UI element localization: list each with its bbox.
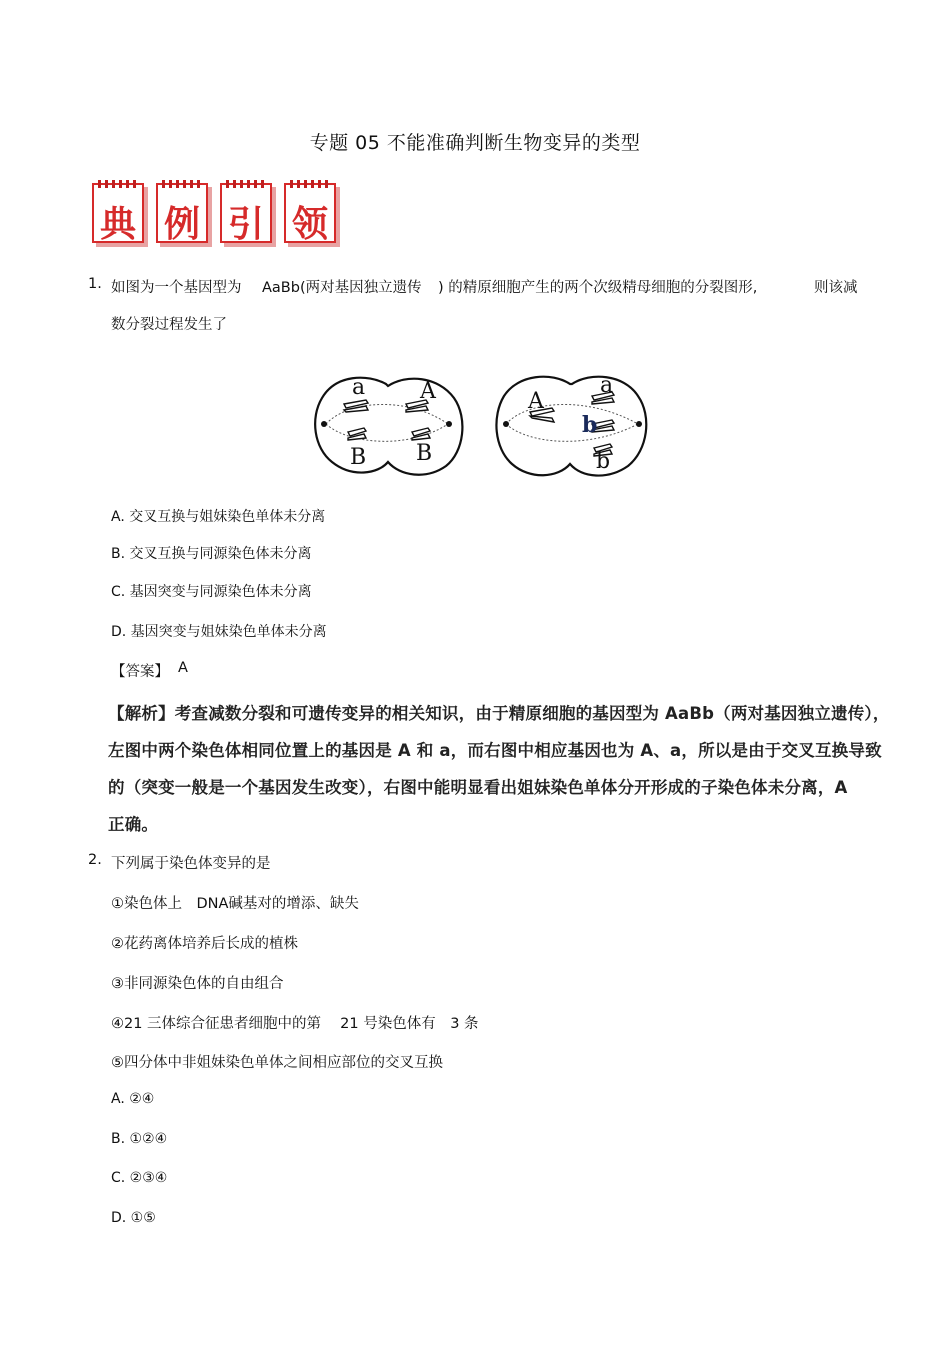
question-1-option-b: B. 交叉互换与同源染色体未分离	[111, 546, 312, 562]
answer-label: 【答案】	[111, 664, 169, 680]
question-2-option-a: A. ②④	[111, 1091, 155, 1107]
banner-char: 引	[227, 203, 264, 245]
section-banner	[92, 183, 342, 249]
analysis-line: 【解析】考查减数分裂和可遗传变异的相关知识，由于精原细胞的基因型为 AaBb（两对基因独立遗传），	[108, 704, 890, 723]
banner-card	[92, 183, 144, 243]
question-2-number: 2.	[88, 852, 102, 868]
question-2-item: ④21 三体综合征患者细胞中的第 21 号染色体有 3 条	[111, 1016, 479, 1032]
analysis-line: 正确。	[108, 815, 159, 834]
question-1-option-c: C. 基因突变与同源染色体未分离	[111, 584, 312, 600]
gene-label: B	[416, 441, 433, 466]
page-title: 专题 05 不能准确判断生物变异的类型	[309, 132, 641, 154]
question-1-text-line2: 数分裂过程发生了	[111, 317, 227, 333]
gene-label: B	[350, 445, 367, 470]
question-2-option-d: D. ①⑤	[111, 1210, 156, 1226]
right-cell-outline	[496, 377, 646, 476]
question-2-item: ②花药离体培养后长成的植株	[111, 936, 298, 952]
question-2-option-c: C. ②③④	[111, 1170, 168, 1186]
banner-char: 例	[163, 203, 200, 245]
question-2-stem: 下列属于染色体变异的是	[111, 856, 271, 872]
question-1-number: 1.	[88, 276, 102, 292]
gene-label: a	[600, 373, 614, 398]
banner-char: 领	[291, 203, 328, 245]
left-cell-outline	[315, 378, 462, 475]
cell-division-figure	[308, 370, 653, 480]
banner-card	[220, 183, 272, 243]
question-1-text-b: AaBb(两对基因独立遗传	[262, 280, 422, 296]
question-2-item: ①染色体上 DNA碱基对的增添、缺失	[111, 896, 359, 912]
question-2-option-b: B. ①②④	[111, 1131, 168, 1147]
question-2-item: ③非同源染色体的自由组合	[111, 976, 284, 992]
gene-label: A	[420, 379, 436, 404]
analysis-line: 左图中两个染色体相同位置上的基因是 A 和 a，而右图中相应基因也为 A、a，所以是由于交叉互换导致	[108, 741, 882, 760]
answer-value: A	[178, 660, 188, 676]
question-2-item: ⑤四分体中非姐妹染色单体之间相应部位的交叉互换	[111, 1055, 443, 1071]
question-1-option-d: D. 基因突变与姐妹染色单体未分离	[111, 624, 327, 640]
question-1-text-c: ) 的精原细胞产生的两个次级精母细胞的分裂图形,	[438, 280, 758, 296]
analysis-line: 的（突变一般是一个基因发生改变），右图中能明显看出姐妹染色单体分开形成的子染色体未分离，A	[108, 778, 848, 797]
banner-card	[284, 183, 336, 243]
gene-label: A	[528, 389, 544, 414]
question-1-option-a: A. 交叉互换与姐妹染色单体未分离	[111, 509, 326, 525]
banner-card	[156, 183, 208, 243]
banner-char: 典	[99, 203, 136, 245]
question-1-text-d: 则该减	[814, 280, 858, 296]
question-1-text-a: 如图为一个基因型为	[111, 280, 242, 296]
gene-label: b	[596, 449, 611, 474]
gene-label: a	[352, 375, 366, 400]
gene-label: b	[582, 412, 598, 438]
